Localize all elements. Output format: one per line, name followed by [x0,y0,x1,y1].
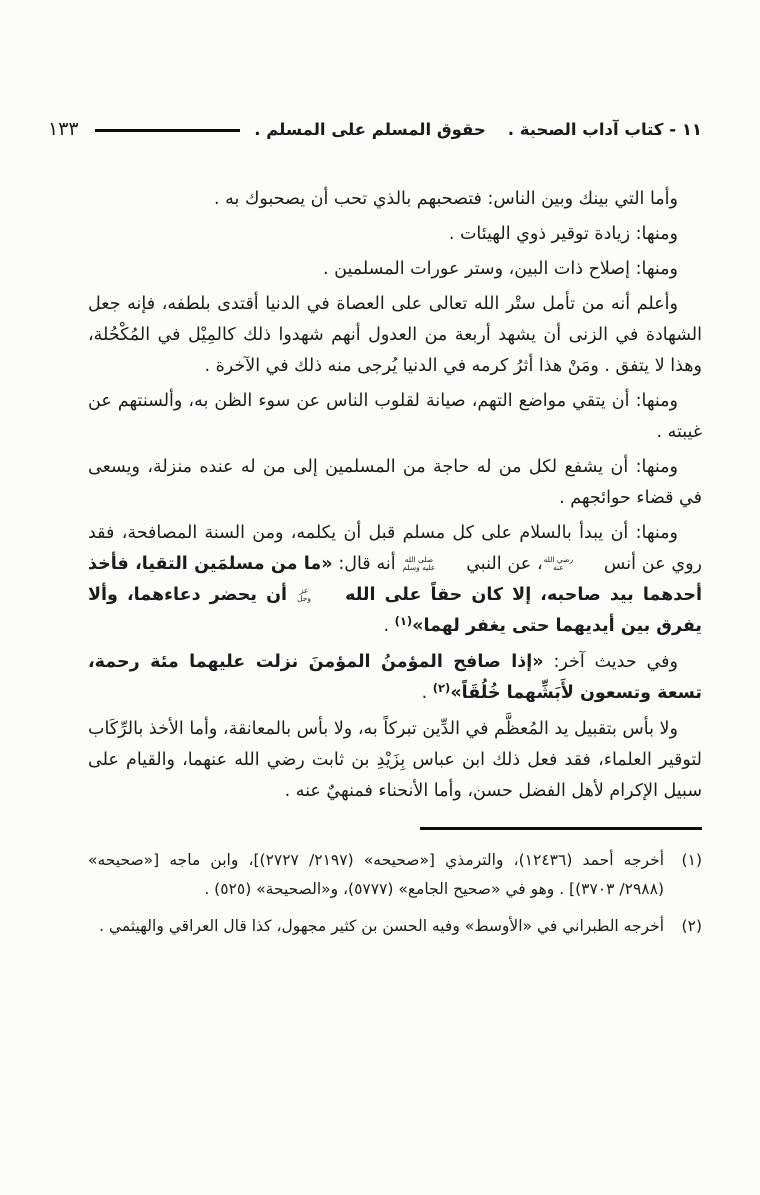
running-header [48,118,702,140]
paragraph-8-hadith [88,647,702,710]
honorific-radia-allahu-anhu-icon [544,556,598,572]
footnote-2-marker: (٢) [681,917,702,935]
page-body [88,184,702,807]
footnote-1-marker: (١) [681,851,702,869]
honorific-line: صلى الله [404,555,434,564]
paragraph-3: ومنها: إصلاح ذات البين، وستر عورات المسلمين . [323,259,678,279]
running-head-chapter: حقوق المسلم على المسلم . [254,119,486,139]
header-rule [95,129,241,132]
paragraph-2: ومنها: زيادة توقير ذوي الهيئات . [448,224,678,244]
page-number: ١٣٣ [48,118,79,140]
hadith-text: «ما من مسلمَين التقيا، فأخذ أحدهما بيد صاحبه، إلا كان حقاً على الله [88,554,702,605]
paragraph-4: وأعلم أنه من تأمل ستْر الله تعالى على العصاة في الدنيا أقتدى بلطفه، فإنه جعل الشهادة في الزنى أن يشهد أربعة من العدول أنهم شهدوا ذلك كالمِيْل في المُكْحُلة، وهذا لا يتفق . ومَنْ هذا أثرُ كرمه في الدنيا يُرجى منه ذلك في الآخرة . [88,294,702,376]
footnote-separator-rule [420,827,702,830]
footnote-ref-1: (١) [394,614,413,628]
honorific-line: عليه وسلم [402,563,436,572]
paragraph-7-hadith [88,518,702,643]
paragraph-5: ومنها: أن يتقي مواضع التهم، صيانة لقلوب الناس عن سوء الظن به، وألسنتهم عن غيبته . [88,391,702,442]
honorific-azza-wa-jall-icon [297,587,335,603]
honorific-line: رضي الله [543,555,574,564]
honorific-line: وجل [297,594,312,603]
footnotes-section [88,827,702,941]
paragraph-text: . [421,683,433,703]
running-head-title [254,120,702,139]
paragraph-text: ، عن النبي [460,554,543,574]
hadith-text: «إذا صافح المؤمنُ المؤمنَ نزلت عليهما مئة رحمة، تسعة وتسعون لأَبَشِّهما خُلُقَاً» [88,652,702,703]
paragraph-6: ومنها: أن يشفع لكل من له حاجة من المسلمين إلى من له عنده منزلة، ويسعى في قضاء حوائجهم . [88,457,702,508]
footnote-1 [88,846,702,904]
paragraph-text: وفي حديث آخر: [543,652,678,672]
honorific-line: عز [299,586,309,595]
hadith-text: أن يحضر دعاءهما، وألا يفرق بين أيديهما حتى يغفر لهما» [88,585,702,636]
running-head-section: ١١ - كتاب آداب الصحبة . [507,119,702,139]
honorific-salla-allahu-alayhi-wa-sallam-icon [402,556,459,572]
footnote-1-text: أخرجه أحمد (١٢٤٣٦)، والترمذي [«صحيحه» (٢١٩٧/ ٢٧٢٧)]، وابن ماجه [«صحيحه» (٢٩٨٨/ ٣٧٠٣)] . وهو في «صحيح الجامع» (٥٧٧٧)، و«الصحيحة» (٥٢٥) . [88,851,664,898]
paragraph-1: وأما التي بينك وبين الناس: فتصحبهم بالذي تحب أن يصحبوك به . [214,189,678,209]
footnote-2-text: أخرجه الطبراني في «الأوسط» وفيه الحسن بن كثير مجهول، كذا قال العراقي والهيثمي . [99,917,664,935]
paragraph-text: ومنها: أن يبدأ بالسلام على كل مسلم قبل أن يكلمه، ومن السنة المصافحة، فقد روي عن أنس [88,523,702,574]
paragraph-text: . [383,616,395,636]
honorific-line: عنه [552,563,564,572]
paragraph-9: ولا بأس بتقبيل يد المُعظَّم في الدِّين تبركاً به، ولا بأس بالمعانقة، وأما الأخذ بالرِّكَاب لتوقير العلماء، فقد فعل ذلك ابن عباس بِزَيْدِ بن ثابت رضي الله عنهما، والقيام على سبيل الإكرام لأهل الفضل حسن، وأما الأنحناء فمنهيٌ عنه . [88,719,702,801]
paragraph-text: أنه قال: [332,554,402,574]
footnote-2 [88,912,702,941]
footnote-ref-2: (٢) [432,681,451,695]
